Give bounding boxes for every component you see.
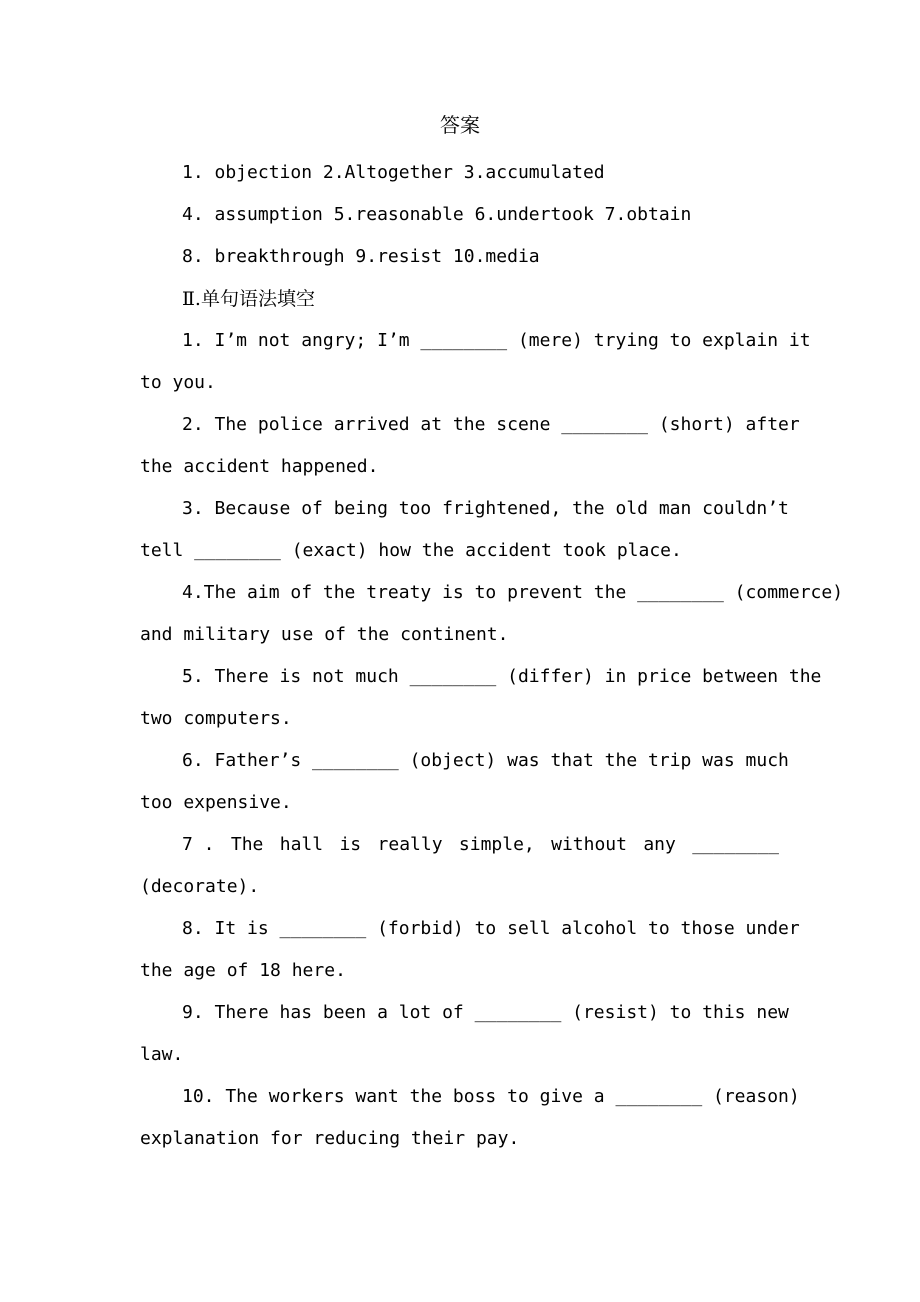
question-9-line-1: 9. There has been a lot of ________ (resist) to this new (182, 1002, 789, 1023)
question-7-word: without (551, 834, 627, 855)
question-1-line-1: 1. I’m not angry; I’m ________ (mere) trying to explain it (182, 330, 811, 351)
question-7-line-2: (decorate). (140, 876, 260, 897)
question-1-line-2: to you. (140, 372, 216, 393)
question-7-blank: ________ (692, 834, 779, 855)
question-8-line-1: 8. It is ________ (forbid) to sell alcohol to those under (182, 918, 800, 939)
section-heading: Ⅱ.单句语法填空 (182, 288, 315, 310)
question-8-line-2: the age of 18 here. (140, 960, 346, 981)
question-7-word: The (230, 834, 264, 855)
question-7-word: any (643, 834, 676, 855)
question-6-line-2: too expensive. (140, 792, 292, 813)
question-10-line-1: 10. The workers want the boss to give a ________ (reason) (182, 1086, 800, 1107)
vocab-answers-line-1: 1. objection 2.Altogether 3.accumulated (182, 162, 605, 183)
question-3-line-1: 3. Because of being too frightened, the old man couldn’t (182, 498, 789, 519)
question-7-word: is (339, 834, 362, 855)
question-6-line-1: 6. Father’s ________ (object) was that the trip was much (182, 750, 789, 771)
answer-content (140, 152, 844, 1160)
question-7-word: simple, (458, 834, 535, 855)
question-10-line-2: explanation for reducing their pay. (140, 1128, 520, 1149)
question-7-word: hall (279, 834, 324, 855)
question-7-word: 7 . (182, 834, 215, 855)
question-7-word: really (377, 834, 443, 855)
question-3-line-2: tell ________ (exact) how the accident took place. (140, 540, 682, 561)
question-4-line-2: and military use of the continent. (140, 624, 509, 645)
question-2-line-1: 2. The police arrived at the scene ________ (short) after (182, 414, 800, 435)
vocab-answers-line-3: 8. breakthrough 9.resist 10.media (182, 246, 540, 267)
question-2-line-2: the accident happened. (140, 456, 379, 477)
question-4-line-1: 4.The aim of the treaty is to prevent the ________ (commerce) (182, 582, 844, 603)
answer-title: 答案 (440, 113, 480, 137)
vocab-answers-line-2: 4. assumption 5.reasonable 6.undertook 7.obtain (182, 204, 692, 225)
question-5-line-1: 5. There is not much ________ (differ) in price between the (182, 666, 822, 687)
question-9-line-2: law. (140, 1044, 184, 1065)
question-5-line-2: two computers. (140, 708, 292, 729)
question-7-line-1 (140, 824, 779, 866)
